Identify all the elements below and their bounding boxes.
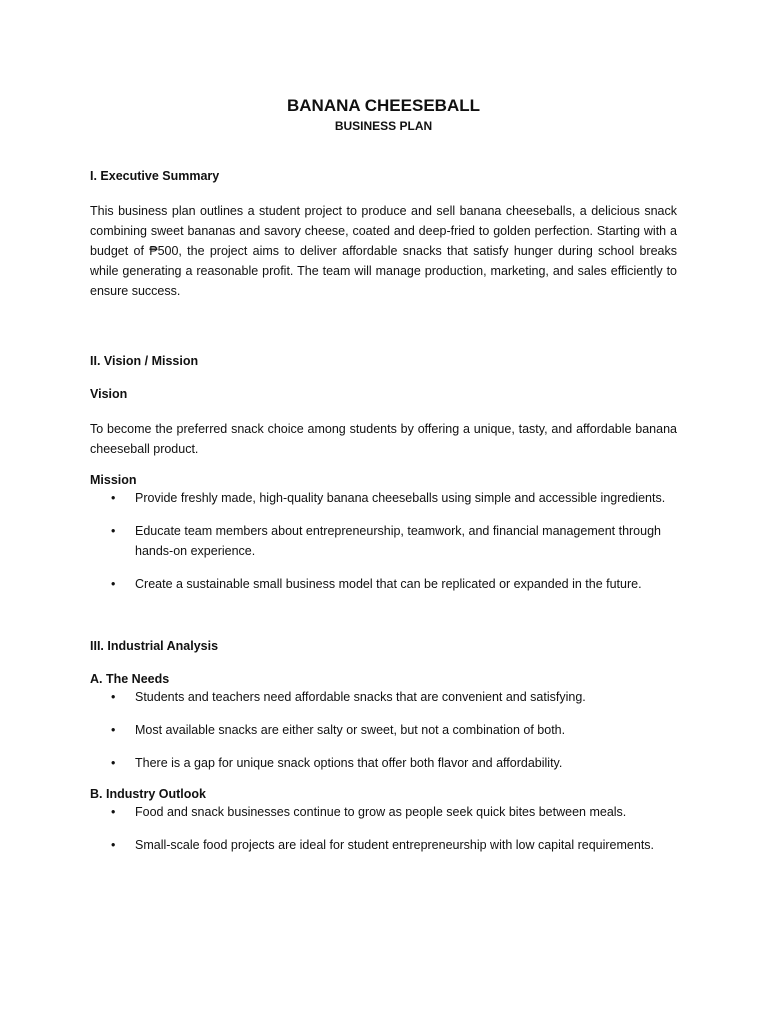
- list-item: [90, 687, 677, 707]
- list-item: [90, 488, 677, 508]
- document-body: [90, 95, 677, 855]
- subsection-heading: A. The Needs: [90, 672, 170, 686]
- list-item-text: Food and snack businesses continue to grow as people seek quick bites between meals.: [135, 805, 627, 819]
- section-executive-summary: [90, 168, 677, 301]
- list-item: [90, 835, 677, 855]
- list-item: [90, 753, 677, 773]
- list-item: [90, 802, 677, 822]
- section-heading: I. Executive Summary: [90, 169, 220, 183]
- bullet-icon: •: [111, 524, 116, 538]
- bullet-icon: •: [111, 577, 116, 591]
- subsection-heading: Vision: [90, 387, 128, 401]
- paragraph: This business plan outlines a student project to produce and sell banana cheeseballs, a delicious snack combining sweet bananas and savory cheese, coated and deep-fried to golden perfection. Starting with a budget of ₱500, the project aims to deliver affordable snacks that satisfy hunger during school breaks while generating a reasonable profit. The team will manage production, marketing, and sales efficiently to ensure success.: [90, 204, 677, 298]
- list-item: [90, 521, 677, 561]
- list-item-text: Students and teachers need affordable snacks that are convenient and satisfying.: [135, 690, 586, 704]
- bullet-icon: •: [111, 723, 116, 737]
- bullet-icon: •: [111, 491, 116, 505]
- bullet-list: [90, 802, 677, 855]
- list-item: [90, 574, 677, 594]
- subsection-heading: Mission: [90, 473, 137, 487]
- list-item-text: Educate team members about entrepreneurship, teamwork, and financial management through hands-on experience.: [135, 524, 661, 558]
- document-title: BANANA CHEESEBALL: [287, 96, 480, 115]
- bullet-icon: •: [111, 838, 116, 852]
- section-heading: II. Vision / Mission: [90, 354, 199, 368]
- list-item-text: There is a gap for unique snack options that offer both flavor and affordability.: [135, 756, 563, 770]
- list-item-text: Most available snacks are either salty or sweet, but not a combination of both.: [135, 723, 566, 737]
- bullet-icon: •: [111, 690, 116, 704]
- bullet-icon: •: [111, 756, 116, 770]
- section-heading: III. Industrial Analysis: [90, 639, 219, 653]
- list-item-text: Provide freshly made, high-quality banana cheeseballs using simple and accessible ingredients.: [135, 491, 666, 505]
- list-item: [90, 720, 677, 740]
- bullet-icon: •: [111, 805, 116, 819]
- list-item-text: Create a sustainable small business model that can be replicated or expanded in the future.: [135, 577, 642, 591]
- section-vision-mission: [90, 353, 677, 594]
- paragraph: To become the preferred snack choice among students by offering a unique, tasty, and affordable banana cheeseball product.: [90, 422, 677, 456]
- bullet-list: [90, 488, 677, 594]
- subsection-heading: B. Industry Outlook: [90, 787, 206, 801]
- bullet-list: [90, 687, 677, 773]
- list-item-text: Small-scale food projects are ideal for student entrepreneurship with low capital requirements.: [135, 838, 655, 852]
- document-subtitle: BUSINESS PLAN: [334, 119, 433, 133]
- section-industrial-analysis: [90, 638, 677, 855]
